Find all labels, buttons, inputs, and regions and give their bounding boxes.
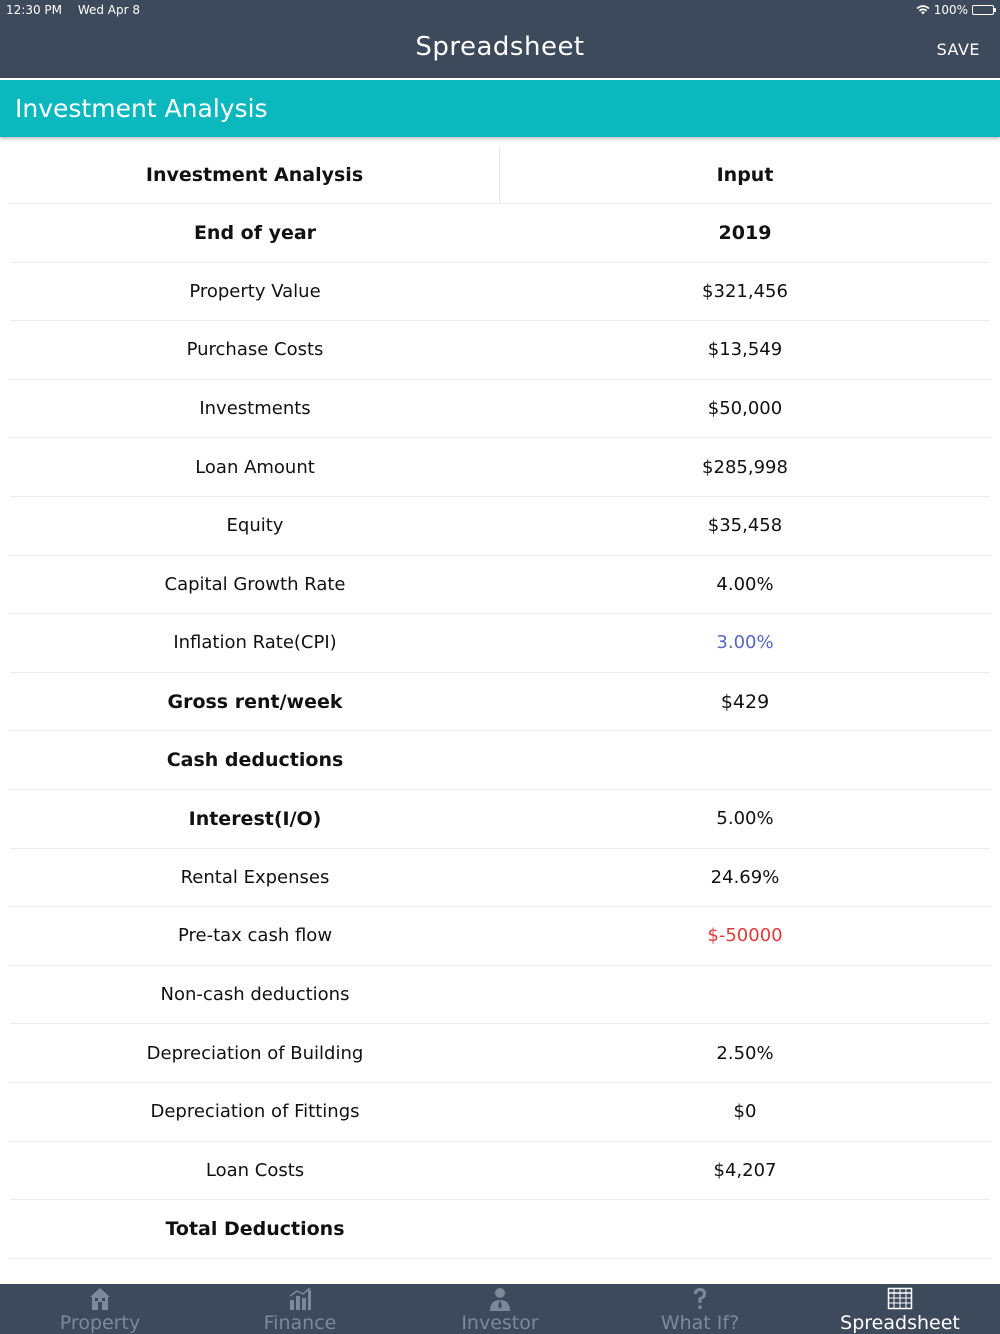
tab-property[interactable] — [0, 1284, 200, 1334]
row-label: Depreciation of Fittings — [150, 1101, 360, 1123]
tab-label: Finance — [263, 1312, 337, 1334]
house-icon — [87, 1286, 113, 1312]
column-header-label: Investment Analysis — [10, 146, 500, 203]
tab-label: What If? — [660, 1312, 740, 1334]
row-label: Pre-tax cash flow — [177, 925, 333, 947]
tab-spreadsheet[interactable] — [800, 1284, 1000, 1334]
tab-investor[interactable] — [400, 1284, 600, 1334]
table-row[interactable] — [10, 849, 990, 908]
row-label: Depreciation of Building — [146, 1042, 364, 1064]
tab-label: Spreadsheet — [840, 1312, 960, 1334]
table-row[interactable] — [10, 966, 990, 1025]
row-label: Purchase Costs — [186, 339, 324, 361]
navigation-bar — [0, 0, 1000, 78]
row-value: 2.50% — [716, 1042, 774, 1064]
table-row[interactable] — [10, 438, 990, 497]
table-row[interactable] — [10, 673, 990, 732]
row-value: $35,458 — [707, 515, 783, 537]
row-label: Gross rent/week — [167, 690, 343, 713]
status-date: Wed Apr 8 — [77, 3, 141, 17]
row-label: Rental Expenses — [180, 866, 330, 888]
table-row[interactable] — [10, 321, 990, 380]
status-time: 12:30 PM — [6, 3, 62, 17]
row-label: Loan Amount — [195, 456, 315, 478]
row-value: $321,456 — [702, 280, 788, 302]
row-label: Total Deductions — [165, 1217, 345, 1240]
row-value: $13,549 — [707, 339, 783, 361]
table-row[interactable] — [10, 731, 990, 790]
row-label: Equity — [226, 515, 284, 537]
table-row[interactable] — [10, 380, 990, 439]
row-label: Property Value — [189, 280, 321, 302]
table-row[interactable] — [10, 1142, 990, 1201]
row-label: Investments — [199, 398, 311, 420]
tab-bar — [0, 1284, 1000, 1334]
table-row[interactable] — [10, 790, 990, 849]
table-row[interactable] — [10, 263, 990, 322]
tab-finance[interactable] — [200, 1284, 400, 1334]
wifi-icon — [916, 5, 930, 15]
row-label: Cash deductions — [166, 749, 344, 772]
column-header-input: Input — [716, 163, 774, 186]
row-value: $4,207 — [713, 1159, 777, 1181]
table-row[interactable] — [10, 556, 990, 615]
table-row[interactable] — [10, 1083, 990, 1142]
row-label: End of year — [193, 221, 317, 244]
grid-icon — [887, 1286, 913, 1312]
question-icon — [687, 1286, 713, 1312]
row-value: 24.69% — [710, 866, 780, 888]
bar-chart-icon — [287, 1286, 313, 1312]
table-row[interactable] — [10, 1024, 990, 1083]
table-row[interactable] — [10, 204, 990, 263]
table-row[interactable] — [10, 497, 990, 556]
row-label: Capital Growth Rate — [164, 573, 346, 595]
tab-label: Investor — [461, 1312, 539, 1334]
save-button[interactable]: SAVE — [936, 40, 980, 59]
analysis-table — [10, 146, 990, 1259]
row-value: $0 — [733, 1101, 757, 1123]
row-value: 5.00% — [716, 808, 774, 830]
row-label: Non-cash deductions — [160, 984, 350, 1006]
row-value: $429 — [720, 690, 770, 713]
page-title: Spreadsheet — [415, 32, 585, 62]
row-value: 2019 — [718, 221, 772, 244]
tab-what-if[interactable] — [600, 1284, 800, 1334]
section-header: Investment Analysis — [0, 80, 1000, 137]
battery-icon — [972, 5, 994, 15]
inflation-rate-value[interactable]: 3.00% — [716, 632, 774, 654]
battery-percent: 100% — [933, 3, 968, 17]
row-label: Loan Costs — [205, 1159, 305, 1181]
row-value: $50,000 — [707, 398, 783, 420]
table-row[interactable] — [10, 614, 990, 673]
row-value: $285,998 — [702, 456, 788, 478]
table-row[interactable] — [10, 1200, 990, 1259]
tab-label: Property — [59, 1312, 141, 1334]
person-icon — [487, 1286, 513, 1312]
row-value: 4.00% — [716, 573, 774, 595]
pre-tax-cash-flow-value: $-50000 — [707, 925, 783, 947]
status-bar — [0, 0, 1000, 20]
row-label: Interest(I/O) — [188, 807, 322, 830]
row-label: Inflation Rate(CPI) — [173, 632, 337, 654]
table-header-row — [10, 146, 990, 204]
table-row[interactable] — [10, 907, 990, 966]
